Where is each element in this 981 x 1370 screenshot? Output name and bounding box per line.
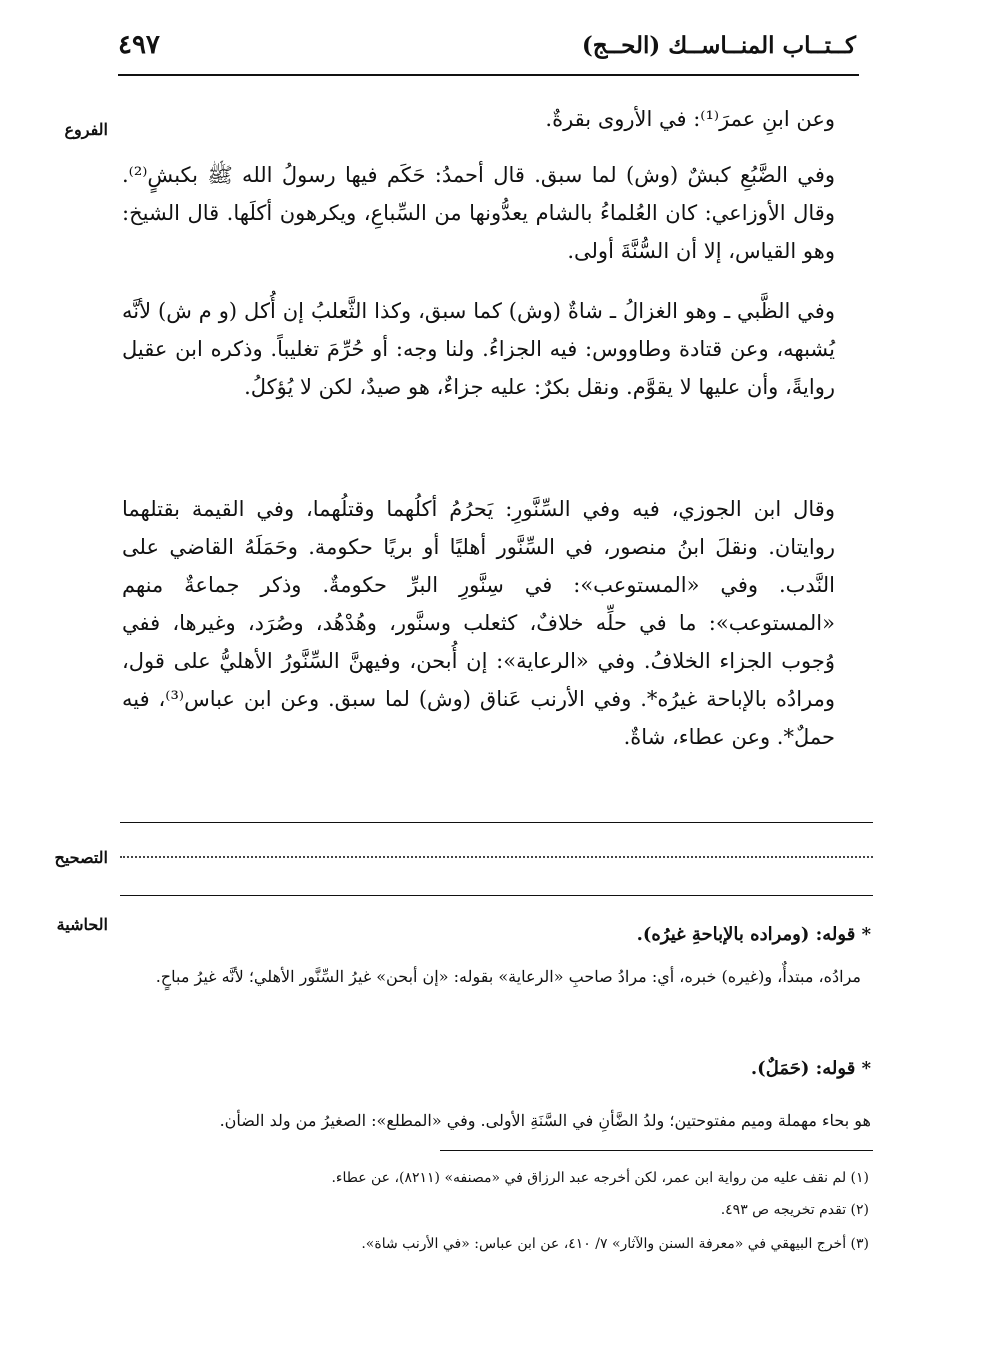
margin-label-tashih: التصحيح (54, 848, 108, 867)
commentary-text: هو بحاء مهملة وميم مفتوحتين؛ ولدُ الضَّأنِ في السَّنَةِ الأولى. وفي «المطلع»: الصغيرُ من ولد الضأن. (219, 1111, 871, 1130)
footnote: (٢) تقدم تخريجه ص ٤٩٣. (720, 1202, 869, 1218)
correction-dotted-line (120, 856, 873, 858)
section-divider (120, 822, 873, 823)
header-rule (118, 74, 859, 76)
body-paragraph: وفي الظَّبي ـ وهو الغزالُ ـ شاةٌ (وش) كما سبق، وكذا الثَّعلبُ إن أُكل (و م ش) لأنَّه يُشبهه، وعن قتادة وطاووس: فيه الجزاءُ. ولنا وجه: أو حُرِّمَ تغليباً. وذكره ابن عقيل روايةً، وأن عليها لا يقوَّم. ونقل بكرٌ: عليه جزاءٌ، هو صيدٌ، لكن لا يُؤكلُ. (122, 299, 835, 399)
body-paragraph: وعن ابنِ عمرَ⁽¹⁾: في الأروى بقرةٌ. (545, 107, 835, 131)
footnote: (٣) أخرج البيهقي في «معرفة السنن والآثار» ٧/ ٤١٠، عن ابن عباس: «في الأرنب شاة». (361, 1236, 869, 1252)
running-title: كــتــاب المنــاســك (الحــج) (581, 32, 856, 59)
margin-label-hashiya: الحاشية (56, 915, 108, 934)
commentary-heading: * قوله: (حَمَلٌ). (750, 1058, 871, 1079)
footnote: (١) لم نقف عليه من رواية ابن عمر، لكن أخرجه عبد الرزاق في «مصنفه» (٨٢١١)، عن عطاء. (331, 1170, 869, 1186)
body-paragraph: وقال ابن الجوزي، فيه وفي السِّنَّورِ: يَحرُمُ أكلُهما وقتلُهما، وفي القيمة بقتلهما روايتان. ونقلَ ابنُ منصور، في السِّنَّور أهليًا أو بريًا حكومة. وحَمَلَهُ القاضي على النَّدب. وفي «المستوعب»: في سِنَّورِ البرِّ حكومةٌ. وذكر جماعةٌ منهم «المستوعب»: ما في حلِّه خلافٌ، كثعلب وسنَّور، وهُدْهُد، وصُرَد، وغيرها، ففي وُجوب الجزاء الخلافُ. وفي «الرعاية»: إن أُبحن، وفيهنَّ السِّنَّورُ الأهليُّ على قول، ومرادُه بالإباحة غيرُه*. وفي الأرنب عَناق (وش) لما سبق. وعن ابن عباس⁽³⁾، فيه حملٌ*. وعن عطاء، شاةٌ. (122, 497, 836, 749)
page-number: ٤٩٧ (118, 30, 160, 60)
commentary-text: مرادُه، مبتدأٌ، و(غيره) خبره، أي: مرادُ صاحبِ «الرعاية» بقوله: «إن أبحن» غيرُ السِّنَّور الأهلي؛ لأنَّه غيرُ مباحٍ. (155, 967, 861, 986)
commentary-heading: * قوله: (ومراده بالإباحةِ غيرُه). (636, 924, 871, 945)
section-divider (120, 895, 873, 896)
margin-label-furu: الفروع (64, 120, 108, 139)
body-paragraph: وفي الضَّبُعِ كبشٌ (وش) لما سبق. قال أحمدُ: حَكَم فيها رسولُ الله ﷺ بكبشٍ⁽²⁾. وقال الأوزاعي: كان العُلماءُ بالشام يعدُّونها من السِّباعِ، ويكرهون أكلَها. قال الشيخ: وهو القياس، إلا أن السُّنَّةَ أولى. (122, 163, 835, 263)
footnote-divider (440, 1150, 873, 1151)
